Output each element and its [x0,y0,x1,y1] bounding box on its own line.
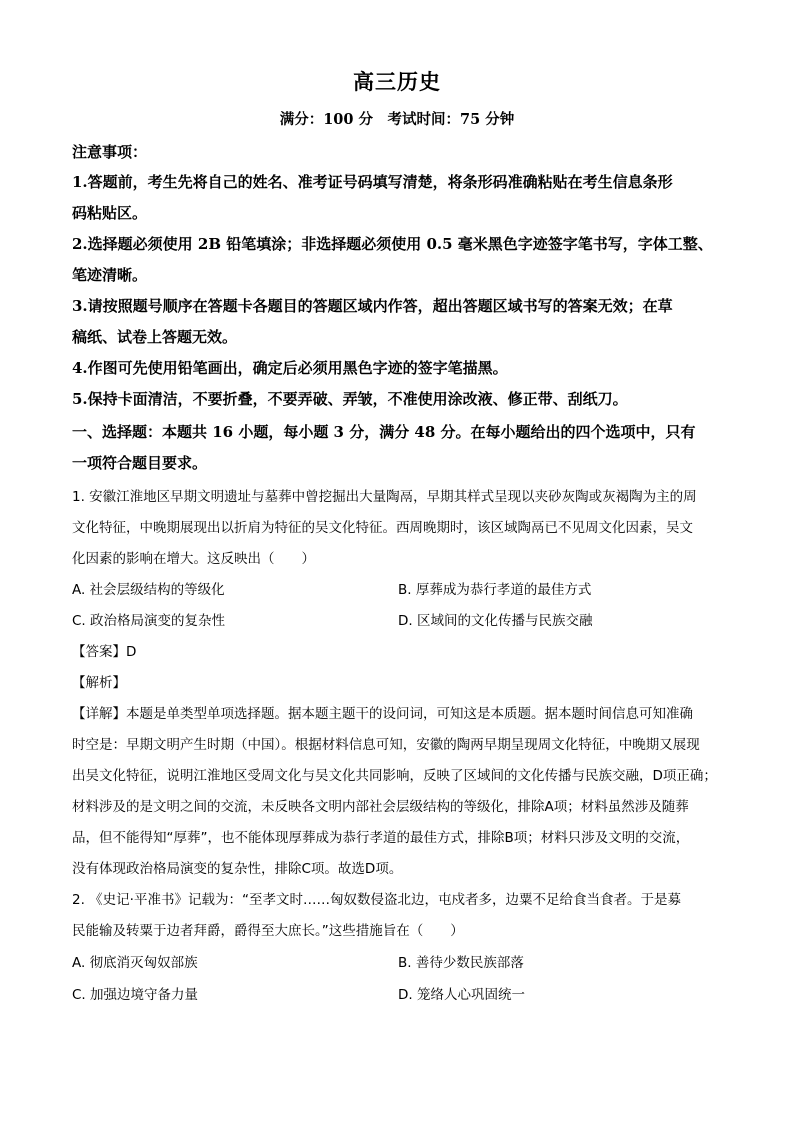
notes-line: 2.选择题必须使用 2B 铅笔填涂；非选择题必须使用 0.5 毫米黑色字迹签字笔书写，字体工整、 [72,235,713,253]
question-1-detail: 品，但不能得知“厚葬”，也不能体现厚葬成为恭行孝道的最佳方式，排除B项；材料只涉及文明的交流， [72,830,690,846]
notes-line: 1.答题前，考生先将自己的姓名、准考证号码填写清楚，将条形码准确粘贴在考生信息条形 [72,173,673,191]
notes-line: 笔迹清晰。 [72,266,148,284]
question-1-stem: 文化特征，中晚期展现出以折肩为特征的吴文化特征。西周晚期时，该区域陶鬲已不见周文化因素，吴文 [72,520,693,536]
notes-line: 码粘贴区。 [72,204,148,222]
question-1-detail: 没有体现政治格局演变的复杂性，排除C项。故选D项。 [72,861,403,877]
question-2-option-a: A. 彻底消灭匈奴部族 [72,955,198,971]
notes-line: 4.作图可先使用铅笔画出，确定后必须用黑色字迹的签字笔描黑。 [72,359,508,377]
page-title: 高三历史 [353,69,441,94]
question-1-stem: 1. 安徽江淮地区早期文明遗址与墓葬中曾挖掘出大量陶鬲，早期其样式呈现以夹砂灰陶或灰褐陶为主的周 [72,489,697,505]
question-2-option-d: D. 笼络人心巩固统一 [398,987,525,1003]
question-2-stem: 民能输及转粟于边者拜爵，爵得至大庶长。”这些措施旨在（ ） [72,923,464,939]
question-1-analysis-label: 【解析】 [72,675,126,691]
question-1-detail: 出吴文化特征，说明江淮地区受周文化与吴文化共同影响，反映了区域间的文化传播与民族交融，D项正确； [72,768,717,784]
question-1-option-d: D. 区域间的文化传播与民族交融 [398,613,593,629]
question-1-option-c: C. 政治格局演变的复杂性 [72,613,226,629]
question-1-option-b: B. 厚葬成为恭行孝道的最佳方式 [398,582,592,598]
question-1-detail: 【详解】本题是单类型单项选择题。据本题主题干的设问词，可知这是本质题。据本题时间信息可知准确 [72,706,693,722]
exam-info: 满分：100 分 考试时间：75 分钟 [279,111,515,128]
question-1-stem: 化因素的影响在增大。这反映出（ ） [72,551,315,567]
notes-line: 稿纸、试卷上答题无效。 [72,328,238,346]
question-1-detail: 材料涉及的是文明之间的交流，未反映各文明内部社会层级结构的等级化，排除A项；材料虽然涉及随葬 [72,799,689,815]
question-2-stem: 2. 《史记·平准书》记载为：“至孝文时……匈奴数侵盗北边，屯戍者多，边粟不足给食当食者。于是募 [72,892,681,908]
notes-line: 5.保持卡面清洁，不要折叠，不要弄破、弄皱，不准使用涂改液、修正带、刮纸刀。 [72,390,628,408]
section-heading: 一、选择题：本题共 16 小题，每小题 3 分，满分 48 分。在每小题给出的四个选项中，只有 [72,423,696,441]
question-2-option-b: B. 善待少数民族部落 [398,955,524,971]
section-heading: 一项符合题目要求。 [72,454,208,472]
question-1-detail: 时空是：早期文明产生时期（中国）。根据材料信息可知，安徽的陶两早期呈现周文化特征，中晚期又展现 [72,737,700,753]
notes-line: 3.请按照题号顺序在答题卡各题目的答题区域内作答，超出答题区域书写的答案无效；在草 [72,297,673,315]
question-2-option-c: C. 加强边境守备力量 [72,987,199,1003]
question-1-answer: 【答案】D [72,644,137,660]
notes-heading: 注意事项： [72,143,148,161]
question-1-option-a: A. 社会层级结构的等级化 [72,582,225,598]
